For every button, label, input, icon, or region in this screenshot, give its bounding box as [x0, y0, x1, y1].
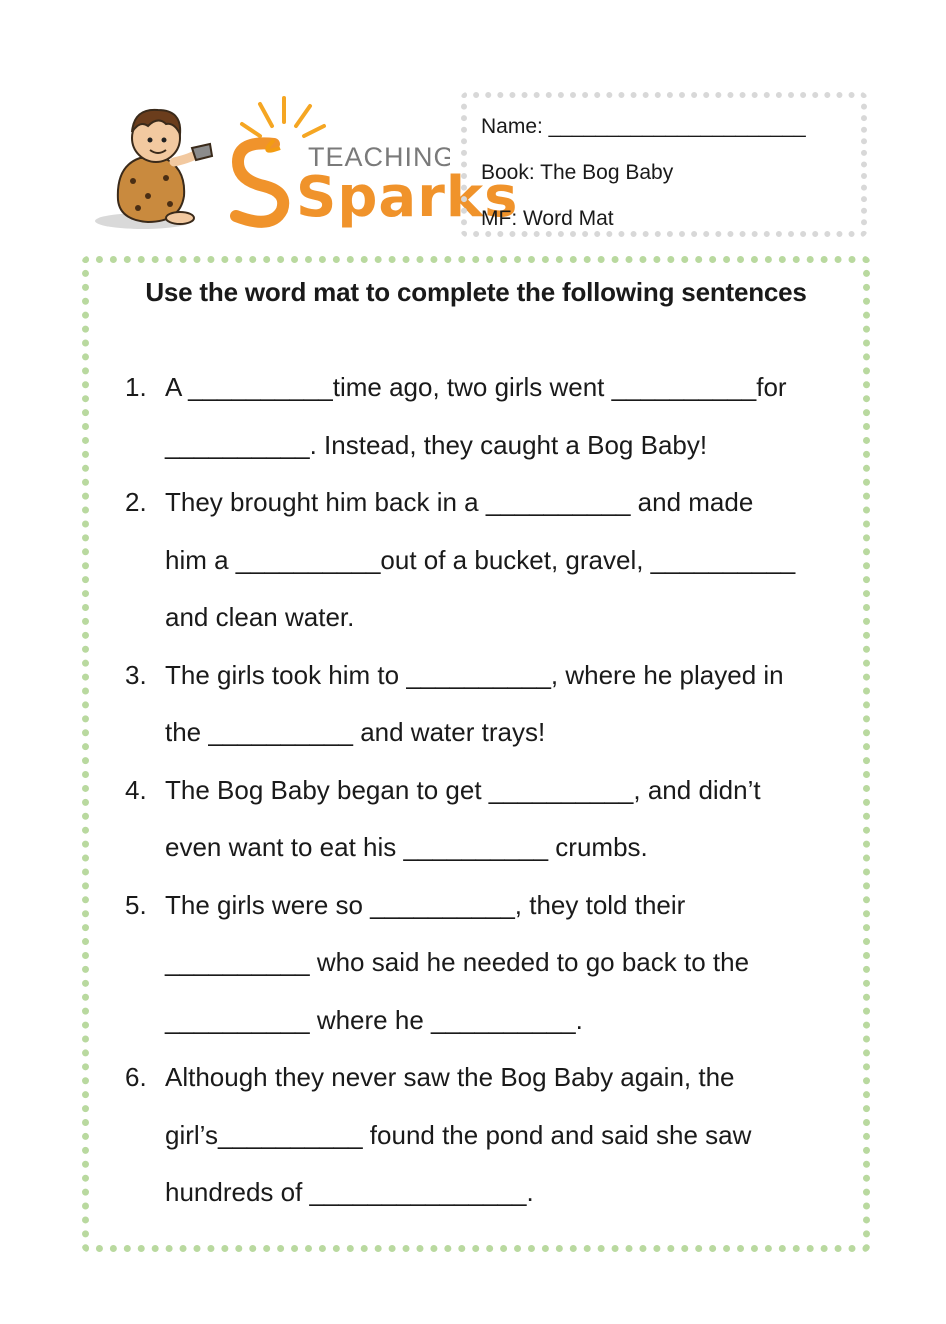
question-line: even want to eat his __________ crumbs. — [165, 832, 648, 862]
question-number: 1. — [125, 372, 147, 402]
question-line: __________ where he __________. — [165, 1004, 583, 1035]
mf-label: MF: Word Mat — [481, 207, 614, 230]
question-number: 4. — [125, 774, 147, 805]
question-line: the __________ and water trays! — [165, 717, 546, 747]
question-number: 2. — [125, 487, 147, 517]
question-line: girl’s__________ found the pond and said she saw — [165, 1119, 752, 1150]
question-line: hundreds of _______________. — [165, 1177, 534, 1207]
question-line: __________ who said he needed to go back to the — [165, 947, 750, 977]
worksheet-box — [82, 256, 870, 1252]
question-line: The Bog Baby began to get __________, and didn’t — [165, 774, 761, 805]
question-number: 3. — [125, 659, 147, 690]
question-line: him a __________out of a bucket, gravel, __________ — [165, 544, 796, 575]
question-1 — [125, 359, 865, 474]
question-list — [125, 359, 865, 1222]
question-line: The girls were so __________, they told their — [165, 889, 686, 920]
question-5 — [125, 877, 865, 1050]
question-line: Although they never saw the Bog Baby again, the — [165, 1062, 735, 1092]
name-field[interactable]: Name: ______________________ — [481, 115, 806, 138]
question-3 — [125, 647, 865, 762]
question-line: and clean water. — [165, 602, 355, 632]
logo-sparks-text: Sparks — [296, 165, 519, 230]
question-2 — [125, 474, 865, 647]
student-info-box — [461, 92, 867, 237]
question-6 — [125, 1049, 865, 1222]
question-line: They brought him back in a __________ and made — [165, 487, 754, 517]
question-line: The girls took him to __________, where he played in — [165, 659, 784, 690]
instruction-heading: Use the word mat to complete the following sentences — [145, 277, 807, 307]
question-line: A __________time ago, two girls went __________for — [165, 372, 787, 402]
teaching-sparks-logo — [88, 96, 519, 246]
question-line: __________. Instead, they caught a Bog Baby! — [165, 429, 708, 460]
question-number: 6. — [125, 1062, 147, 1092]
question-4 — [125, 762, 865, 877]
book-title: Book: The Bog Baby — [481, 161, 674, 184]
svg-text:TEACHING: TEACHING — [308, 142, 450, 172]
question-number: 5. — [125, 889, 147, 920]
